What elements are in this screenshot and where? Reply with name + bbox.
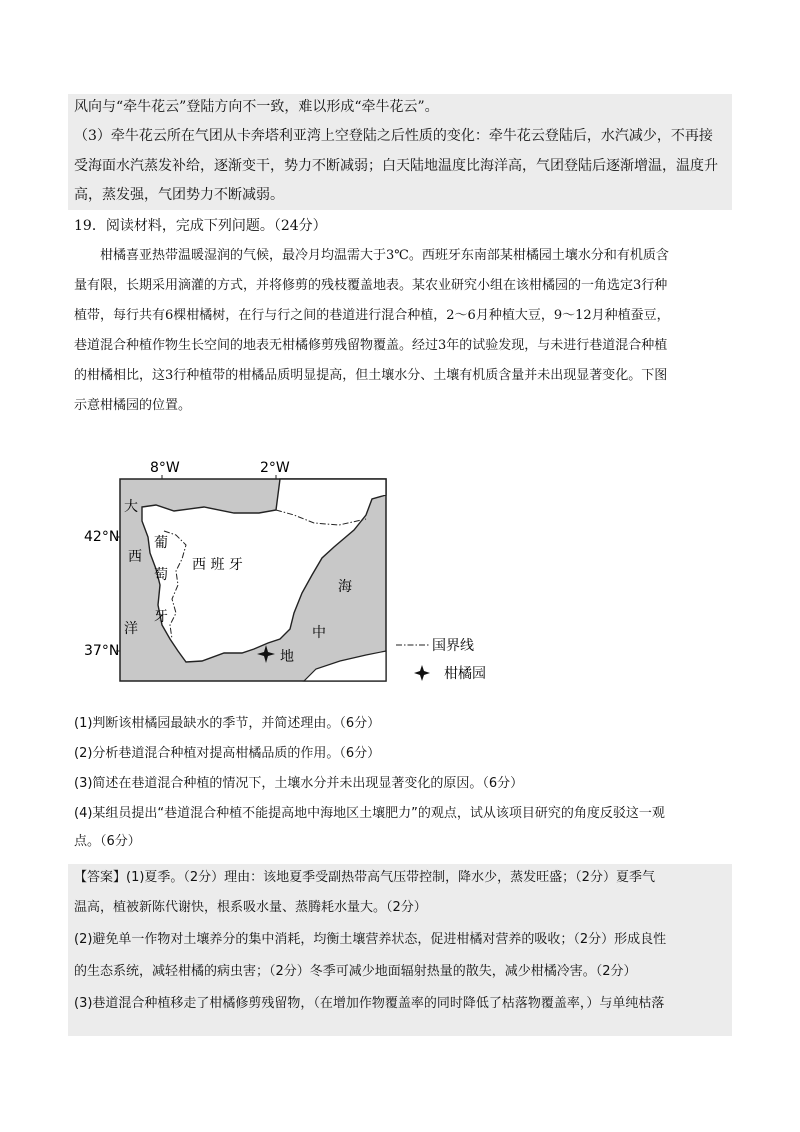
answer-1-line-2: 温高，植被新陈代谢快，根系吸水量、蒸腾耗水量大。（2分）	[74, 900, 427, 915]
legend-border-label: 国界线	[432, 638, 474, 654]
sub-question-1: (1)判断该柑橘园最缺水的季节，并简述理由。（6分）	[74, 716, 381, 731]
lat-42n-label: 42°N	[84, 529, 120, 545]
material-line-5: 的柑橘相比，这3行种植带的柑橘品质明显提高，但土壤水分、土壤有机质含量并未出现显著变化。下图	[74, 368, 668, 383]
material-line-6: 示意柑橘园的位置。	[74, 398, 192, 413]
lon-8w-label: 8°W	[150, 460, 180, 476]
legend-orchard-icon	[414, 665, 430, 681]
atlantic-char-3: 洋	[124, 621, 138, 637]
sub-question-4-line-2: 点。（6分）	[74, 834, 141, 849]
portugal-char-3: 牙	[154, 609, 168, 625]
sub-question-3: (3)简述在巷道混合种植的情况下，土壤水分并未出现显著变化的原因。（6分）	[74, 776, 524, 791]
material-line-2: 量有限，长期采用滴灌的方式，并将修剪的残枝覆盖地表。某农业研究小组在该柑橘园的一角选定3行种	[74, 278, 668, 293]
sub-question-2: (2)分析巷道混合种植对提高柑橘品质的作用。（6分）	[74, 746, 381, 761]
sub-question-4-line-1: (4)某组员提出“巷道混合种植不能提高地中海地区土壤肥力”的观点，试从该项目研究的角度反驳这一观	[74, 806, 665, 821]
portugal-char-2: 萄	[154, 567, 168, 583]
prev-answer-line-4: 高，蒸发强，气团势力不断减弱。	[74, 187, 284, 203]
answer-2-line-2: 的生态系统，减轻柑橘的病虫害；（2分）冬季可减少地面辐射热量的散失，减少柑橘冷害。（2分）	[74, 964, 637, 979]
lon-2w-label: 2°W	[260, 460, 290, 476]
med-char-2: 中	[312, 625, 326, 641]
answer-2-line-1: (2)避免单一作物对土壤养分的集中消耗，均衡土壤营养状态，促进柑橘对营养的吸收；（2分）形成良性	[74, 932, 667, 947]
answer-1-line-1: 【答案】(1)夏季。（2分）理由：该地夏季受副热带高气压带控制，降水少，蒸发旺盛；（2分）夏季气	[74, 870, 655, 885]
legend-orchard-label: 柑橘园	[444, 666, 486, 682]
atlantic-char-1: 大	[124, 499, 138, 515]
material-line-3: 植带，每行共有6棵柑橘树，在行与行之间的巷道进行混合种植，2～6月种植大豆，9～12月种植蚕豆，	[74, 308, 670, 323]
material-line-4: 巷道混合种植作物生长空间的地表无柑橘修剪残留物覆盖。经过3年的试验发现，与未进行巷道混合种植	[74, 338, 668, 353]
spain-label: 西 班 牙	[192, 557, 243, 573]
question-header: 19．阅读材料，完成下列问题。（24分）	[74, 218, 327, 234]
lat-37n-label: 37°N	[84, 643, 120, 659]
spain-location-map	[84, 455, 514, 690]
portugal-char-1: 葡	[154, 535, 168, 551]
prev-answer-line-3: 受海面水汽蒸发补给，逐渐变干，势力不断减弱；白天陆地温度比海洋高，气团登陆后逐渐增温，温度升	[74, 158, 718, 174]
med-char-1: 海	[338, 579, 352, 595]
prev-answer-line-2: （3）牵牛花云所在气团从卡奔塔利亚湾上空登陆之后性质的变化：牵牛花云登陆后，水汽减少，不再接	[74, 128, 713, 144]
answer-3-line-1: (3)巷道混合种植移走了柑橘修剪残留物，（在增加作物覆盖率的同时降低了枯落物覆盖率，）与单纯枯落	[74, 996, 665, 1011]
prev-answer-line-1: 风向与“牵牛花云”登陆方向不一致，难以形成“牵牛花云”。	[74, 99, 439, 115]
atlantic-char-2: 西	[128, 549, 142, 565]
material-line-1: 柑橘喜亚热带温暖湿润的气候，最冷月均温需大于3℃。西班牙东南部某柑橘园土壤水分和有机质含	[100, 248, 669, 263]
med-char-3: 地	[280, 649, 294, 665]
